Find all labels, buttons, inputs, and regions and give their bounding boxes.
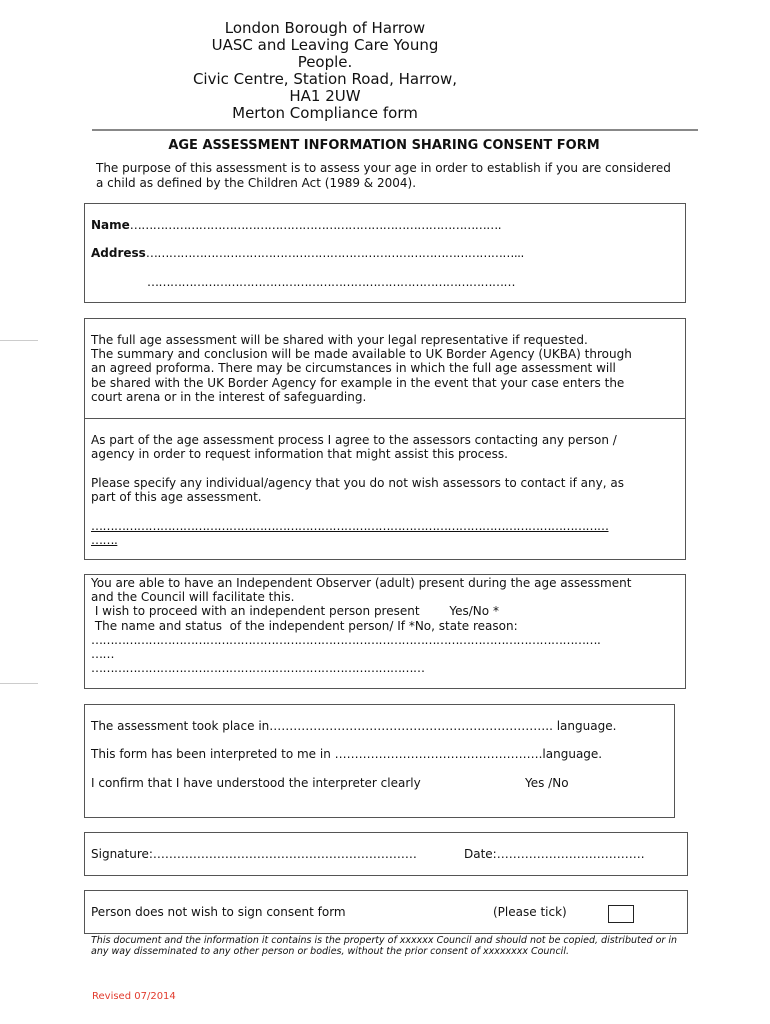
observer-line: You are able to have an Independent Observer (adult) present during the age assessment — [91, 576, 632, 590]
exclusion-line: Please specify any individual/agency that you do not wish assessors to contact if any, as — [91, 476, 624, 490]
observer-dots: …… — [91, 647, 114, 662]
please-tick-label: (Please tick) — [493, 905, 567, 919]
sharing-line: The full age assessment will be shared with your legal representative if requested. — [91, 333, 588, 347]
exclusion-field[interactable] — [91, 519, 675, 547]
header-line-5: HA1 2UW — [289, 87, 361, 105]
observer-dots: …………………………………………………………………………… — [91, 661, 425, 676]
exclusion-paragraph — [91, 476, 624, 504]
section-divider — [85, 418, 685, 419]
header-line-2: UASC and Leaving Care Young — [211, 36, 439, 54]
name-label: Name — [91, 218, 130, 232]
interpreter-yes-no[interactable]: Yes /No — [525, 776, 569, 790]
contact-line: agency in order to request information that might assist this process. — [91, 447, 508, 462]
no-sign-label: Person does not wish to sign consent form — [91, 905, 346, 919]
exclusion-dots: ……………………………………………………………………………………………………………………… — [91, 519, 609, 533]
header-divider — [92, 129, 698, 131]
signature-box — [84, 832, 688, 876]
margin-mark — [0, 340, 38, 341]
interpreted-language[interactable]: This form has been interpreted to me in …………………………………………….language. — [91, 747, 603, 761]
exclusion-dots: ……. — [91, 533, 118, 548]
contact-paragraph — [91, 433, 617, 461]
sharing-paragraph — [91, 333, 632, 404]
personal-details-box — [84, 203, 686, 303]
header-line-6: Merton Compliance form — [232, 104, 418, 122]
observer-dots: ……………………………………………………………………………………………………………………. — [91, 632, 601, 647]
exclusion-line: part of this age assessment. — [91, 490, 262, 505]
information-sharing-box — [84, 318, 686, 560]
name-row — [91, 218, 501, 232]
signature-field[interactable]: Signature:………………………………………………………… — [91, 847, 417, 861]
language-box — [84, 704, 675, 818]
header-line-1: London Borough of Harrow — [224, 19, 426, 37]
observer-proceed-row — [91, 604, 675, 618]
contact-line: As part of the age assessment process I agree to the assessors contacting any person / — [91, 433, 617, 447]
address-label: Address — [91, 246, 146, 260]
address-field-line-2[interactable]: …………………………………………………………………………………… — [147, 275, 515, 289]
observer-line: The name and status of the independent person/ If *No, state reason: — [91, 618, 518, 633]
observer-yes-no[interactable]: Yes/No * — [449, 604, 499, 619]
sharing-line: be shared with the UK Border Agency for example in the event that your case enters the — [91, 375, 625, 390]
address-field[interactable]: ……………………………………………………………………………………... — [145, 246, 524, 260]
sharing-line: an agreed proforma. There may be circumstances in which the full age assessment will — [91, 361, 616, 376]
revision-date: Revised 07/2014 — [92, 991, 176, 1002]
date-field[interactable]: Date:………………………………. — [464, 847, 645, 861]
address-row — [91, 246, 524, 260]
name-field[interactable]: ……………………………………………………………………………………. — [129, 218, 502, 232]
form-title: AGE ASSESSMENT INFORMATION SHARING CONSENT FORM — [168, 138, 600, 153]
observer-reason-field[interactable] — [91, 633, 675, 676]
header-line-4: Civic Centre, Station Road, Harrow, — [192, 70, 458, 88]
no-sign-checkbox[interactable] — [608, 905, 634, 923]
sharing-line: The summary and conclusion will be made available to UK Border Agency (UKBA) through — [91, 347, 632, 362]
observer-proceed-label: I wish to proceed with an independent person present — [91, 604, 420, 619]
assessment-language[interactable]: The assessment took place in…………………………………………………………….. language. — [91, 719, 617, 733]
independent-observer-box — [84, 574, 686, 689]
no-sign-box — [84, 890, 688, 934]
confidentiality-footer: This document and the information it contains is the property of xxxxxx Council and should not be copied, distributed or in any way disseminated to any other person or bodies, without the prior consent of xxxxxxxx Council. — [91, 935, 678, 957]
observer-paragraph — [91, 576, 675, 675]
council-address-header — [150, 20, 500, 122]
header-line-3: People. — [297, 53, 353, 71]
observer-line: and the Council will facilitate this. — [91, 590, 295, 605]
interpreter-confirm-label: I confirm that I have understood the interpreter clearly — [91, 776, 421, 790]
form-intro: The purpose of this assessment is to assess your age in order to establish if you are considered a child as defined by the Children Act (1989 & 2004). — [96, 161, 671, 190]
sharing-line: court arena or in the interest of safeguarding. — [91, 389, 367, 404]
margin-mark — [0, 683, 38, 684]
